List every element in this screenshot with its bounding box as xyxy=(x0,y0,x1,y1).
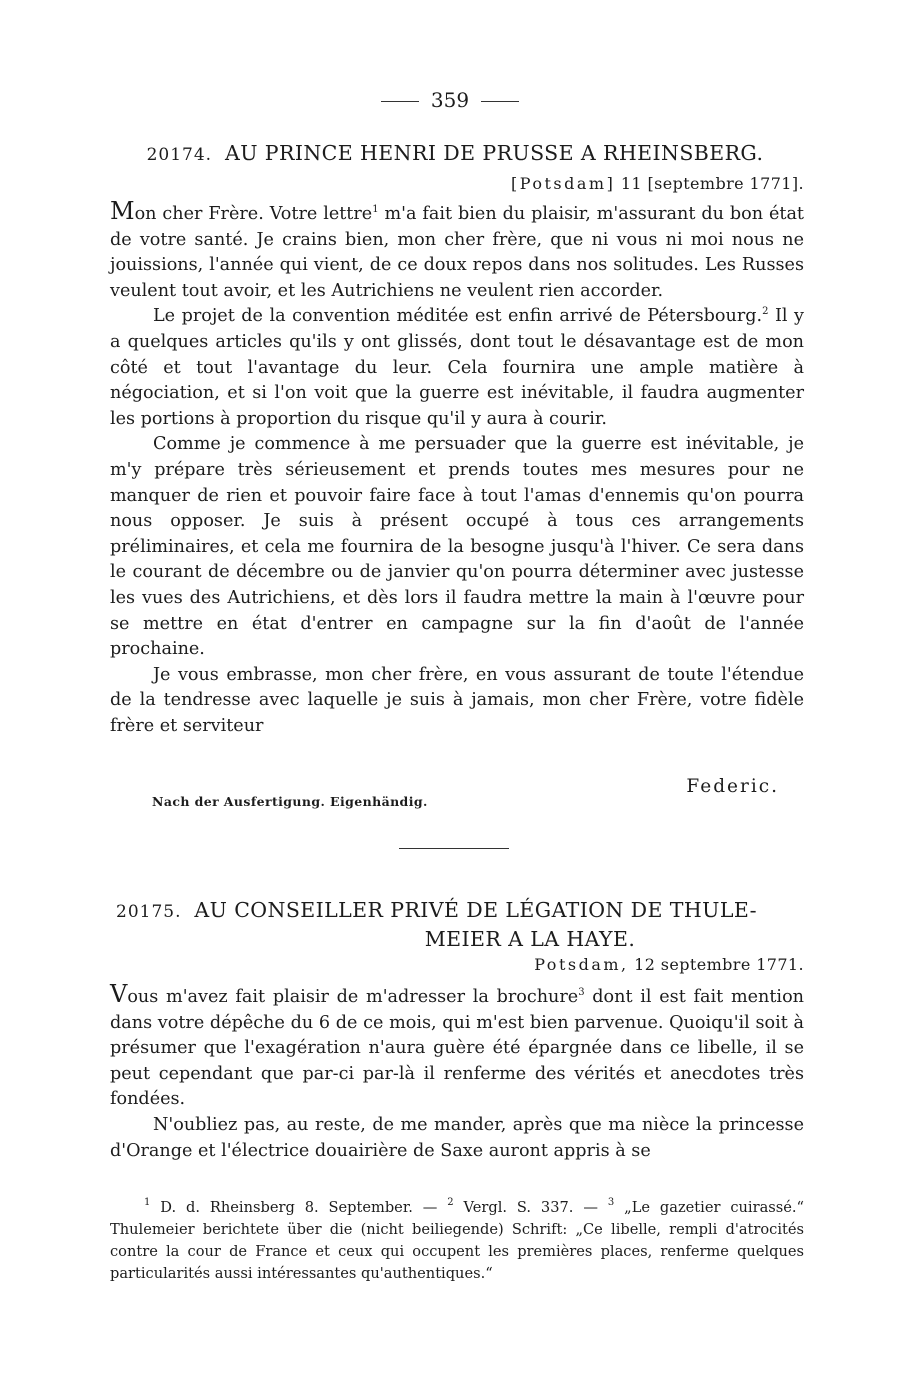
paragraph-text: on cher Frère. Votre lettre xyxy=(134,204,373,224)
paragraph xyxy=(110,199,804,304)
letter-20175-dateline xyxy=(534,955,804,974)
paragraph: Comme je commence à me persuader que la guerre est inévitable, je m'y prépare très sérieusement et prends toutes mes mesures pour ne manquer de rien et pouvoir faire face à tout l'amas d'ennemis qu'on pourra nous opposer. Je suis à présent occupé à tous ces arrangements préliminaires, et cela me fournira de la besogne jusqu'à l'hiver. Ce sera dans le courant de décembre ou de janvier qu'on pourra déterminer avec justesse les vues des Autrichiens, et dès lors il faudra mettre la main à l'œuvre pour se mettre en état d'entrer en campagne sur la fin d'août de l'année prochaine. xyxy=(110,434,804,660)
footnote-marker: 2 xyxy=(447,1197,454,1208)
paragraph-text: Il y a quelques articles qu'ils y ont glissés, dont tout le désavantage est de mon côté et tout l'avantage du leur. Cela fournira une ample matière à négociation, et si l'on voit que la guerre est inévitable, il faudra augmenter les portions à proportion du risque qu'il y aura à courir. xyxy=(110,306,804,429)
paragraph-text: ous m'avez fait plaisir de m'adresser la brochure xyxy=(127,987,579,1007)
paragraph xyxy=(110,982,804,1113)
paragraph-text: Le projet de la convention méditée est enfin arrivé de Pétersbourg. xyxy=(153,306,763,327)
drop-cap: V xyxy=(110,980,128,1008)
header-rule-left xyxy=(381,101,419,102)
letter-title-line2: MEIER A LA HAYE. xyxy=(424,927,636,951)
date-rest: 11 [septembre 1771]. xyxy=(615,174,804,193)
footnote-text: D. d. Rheinsberg 8. September. — xyxy=(150,1199,448,1216)
paragraph-text: dont il est fait mention dans votre dépêche du 6 de ce mois, qui m'est bien parvenue. Quoiqu'il soit à présumer que l'exagération n'aura guère été épargnée dans ce libelle, il se peut cependant que par-ci par-là il renferme des vérités et anecdotes très fondées. xyxy=(110,987,804,1110)
footnote-marker: 1 xyxy=(144,1197,151,1208)
paragraph xyxy=(110,304,804,432)
drop-cap: M xyxy=(110,197,135,225)
footnote-ref: 1 xyxy=(372,204,379,215)
paragraph: N'oubliez pas, au reste, de me mander, après que ma nièce la princesse d'Orange et l'électrice douairière de Saxe auront appris à se xyxy=(110,1114,804,1161)
date-place: [Potsdam] xyxy=(511,174,616,193)
letter-20174-heading xyxy=(110,140,800,169)
footnote-ref: 3 xyxy=(578,987,585,998)
footnote-text: Vergl. S. 337. — xyxy=(453,1199,608,1216)
letter-number: 20175. xyxy=(116,902,182,922)
letter-20175-heading xyxy=(110,897,800,953)
date-place: Potsdam, xyxy=(534,955,629,974)
source-note: Nach der Ausfertigung. Eigenhändig. xyxy=(152,794,428,809)
letter-20174-body xyxy=(110,199,804,739)
section-divider xyxy=(399,848,509,849)
letter-title: AU PRINCE HENRI DE PRUSSE A RHEINSBERG. xyxy=(225,141,764,165)
paragraph-text: m'a fait bien du plaisir, m'assurant du bon état de votre santé. Je crains bien, mon cher frère, que ni vous ni moi nous ne jouissions, l'année qui vient, de ce doux repos dans nos solitudes. Les Russes veulent tout avoir, et les Autrichiens ne veulent rien accorder. xyxy=(110,204,805,301)
footnote-marker: 3 xyxy=(607,1197,615,1208)
signature: Federic. xyxy=(686,776,779,797)
footnotes xyxy=(110,1197,804,1285)
footnote-block xyxy=(110,1197,804,1285)
letter-number: 20174. xyxy=(146,145,213,165)
date-rest: 12 septembre 1771. xyxy=(628,955,804,974)
page-header xyxy=(0,88,900,112)
header-rule-right xyxy=(481,101,519,102)
letter-title-line1: AU CONSEILLER PRIVÉ DE LÉGATION DE THULE- xyxy=(194,898,757,922)
footnote-text: „Le gazetier cuirassé.“ Thulemeier berichtete über die (nicht beiliegende) Schrift: „Ce libelle, rempli d'atrocités contre la cour de France et ceux qui occupent les premières places, renferme quelques particularités aussi intéressantes qu'authentiques.“ xyxy=(110,1199,804,1282)
paragraph: Je vous embrasse, mon cher frère, en vous assurant de toute l'étendue de la tendresse avec laquelle je suis à jamais, mon cher Frère, votre fidèle frère et serviteur xyxy=(110,664,804,736)
letter-20174-dateline xyxy=(511,174,804,193)
footnote-ref: 2 xyxy=(762,306,769,318)
page-number: 359 xyxy=(430,88,470,112)
letter-20175-body xyxy=(110,982,804,1164)
